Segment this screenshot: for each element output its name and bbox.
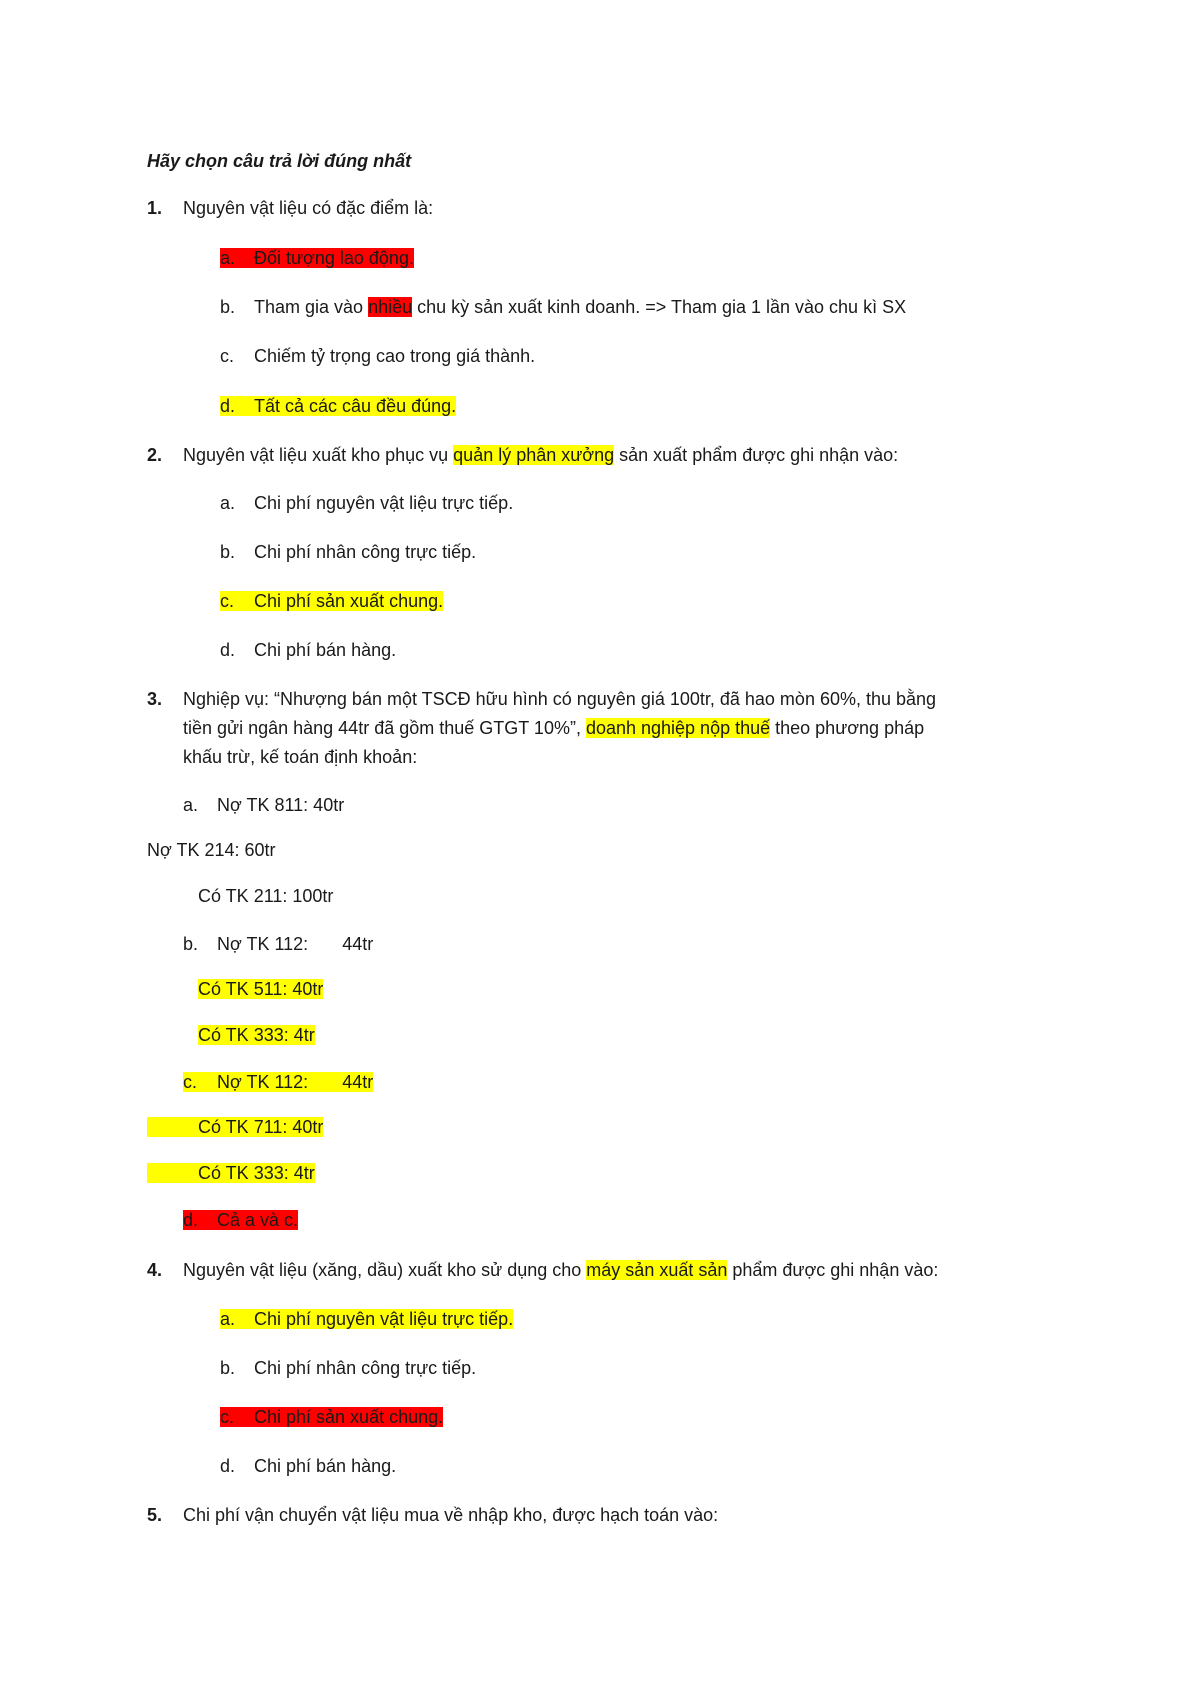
answer-highlight: Có TK 711: 40tr: [147, 1117, 323, 1137]
answer-letter: a.: [183, 795, 199, 815]
answer-text: Đối tượng lao động.: [254, 248, 414, 268]
answer-letter: d.: [183, 1210, 199, 1230]
question-text: Chi phí vận chuyển vật liệu mua về nhập kho, được hạch toán vào:: [183, 1505, 719, 1525]
answer-letter: d.: [220, 396, 236, 416]
answer-text: Chi phí sản xuất chung.: [254, 1407, 444, 1427]
question-text-post: phẩm được ghi nhận vào:: [727, 1260, 939, 1280]
answer-3c-line-2: [147, 1113, 323, 1141]
answer-amount: 44tr: [342, 934, 374, 954]
answer-highlight: Có TK 333: 4tr: [198, 1025, 315, 1045]
answer-highlight: Có TK 333: 4tr: [147, 1163, 315, 1183]
answer-2a: [220, 489, 513, 517]
answer-1c: [220, 342, 535, 370]
answer-1d: [220, 392, 456, 420]
answer-text: Chi phí nhân công trực tiếp.: [254, 1358, 477, 1378]
answer-letter: c.: [183, 1072, 198, 1092]
question-text-post: theo phương pháp: [770, 718, 925, 738]
answer-highlight: [220, 248, 414, 268]
question-number: 1.: [147, 198, 163, 218]
answer-label: Nợ TK 112:: [217, 934, 309, 954]
question-3-line-3: khấu trừ, kế toán định khoản:: [183, 747, 418, 767]
answer-text-post: chu kỳ sản xuất kinh doanh. => Tham gia 1 lần vào chu kì SX: [412, 297, 907, 317]
highlighted-word: nhiều: [368, 297, 413, 317]
answer-text-pre: Tham gia vào: [254, 297, 369, 317]
answer-letter: b.: [220, 542, 236, 562]
answer-3b-line-3: [198, 1021, 315, 1049]
highlighted-phrase: máy sản xuất sản: [586, 1260, 728, 1280]
page-title: Hãy chọn câu trả lời đúng nhất: [147, 151, 412, 171]
question-3-line-2: [183, 714, 924, 742]
question-text-post: sản xuất phẩm được ghi nhận vào:: [614, 445, 899, 465]
answer-text: Tất cả các câu đều đúng.: [254, 396, 457, 416]
answer-4a: [220, 1305, 513, 1333]
answer-highlight: [183, 1072, 373, 1092]
answer-highlight: [220, 1309, 513, 1329]
answer-text: Chi phí sản xuất chung.: [254, 591, 444, 611]
answer-3a-line-3: Có TK 211: 100tr: [198, 886, 334, 906]
highlighted-phrase: doanh nghiệp nộp thuế: [585, 718, 771, 738]
question-number: 5.: [147, 1505, 163, 1525]
answer-3c: [183, 1068, 373, 1096]
answer-3a: [183, 791, 344, 819]
answer-letter: c.: [220, 591, 235, 611]
answer-3b: [183, 930, 373, 958]
question-number: 3.: [147, 689, 163, 709]
question-text-pre: tiền gửi ngân hàng 44tr đã gồm thuế GTGT 10%”,: [183, 718, 586, 738]
answer-letter: b.: [220, 1358, 236, 1378]
answer-2c: [220, 587, 443, 615]
answer-3c-line-3: [147, 1159, 315, 1187]
answer-letter: c.: [220, 1407, 235, 1427]
answer-highlight: Có TK 511: 40tr: [198, 979, 324, 999]
answer-amount: 44tr: [342, 1072, 374, 1092]
question-text-pre: Nguyên vật liệu xuất kho phục vụ: [183, 445, 454, 465]
answer-label: Nợ TK 112:: [217, 1072, 309, 1092]
answer-text: Nợ TK 811: 40tr: [217, 795, 345, 815]
answer-letter: b.: [183, 934, 199, 954]
answer-2b: [220, 538, 476, 566]
question-text: Nguyên vật liệu có đặc điểm là:: [183, 198, 434, 218]
answer-4c: [220, 1403, 443, 1431]
answer-4b: [220, 1354, 476, 1382]
answer-text: Cả a và c.: [217, 1210, 299, 1230]
answer-letter: c.: [220, 346, 235, 366]
question-text: [183, 441, 898, 469]
question-number: 4.: [147, 1260, 163, 1280]
answer-highlight: [220, 591, 443, 611]
highlighted-phrase: quản lý phân xưởng: [453, 445, 615, 465]
answer-text: Chi phí nguyên vật liệu trực tiếp.: [254, 1309, 514, 1329]
answer-3b-line-2: [198, 975, 323, 1003]
answer-4d: [220, 1452, 396, 1480]
answer-text: Chiếm tỷ trọng cao trong giá thành.: [254, 346, 536, 366]
answer-1a: [220, 244, 414, 272]
answer-text: Chi phí nguyên vật liệu trực tiếp.: [254, 493, 514, 513]
answer-letter: a.: [220, 1309, 236, 1329]
question-text-line-1: Nghiệp vụ: “Nhượng bán một TSCĐ hữu hình có nguyên giá 100tr, đã hao mòn 60%, thu bằng: [183, 689, 937, 709]
question-text: [183, 1256, 938, 1284]
answer-letter: d.: [220, 640, 236, 660]
answer-text: Chi phí bán hàng.: [254, 640, 397, 660]
answer-letter: a.: [220, 493, 236, 513]
answer-highlight: [220, 1407, 443, 1427]
answer-1b: [220, 293, 906, 321]
answer-text: Chi phí bán hàng.: [254, 1456, 397, 1476]
answer-letter: b.: [220, 297, 236, 317]
answer-letter: a.: [220, 248, 236, 268]
answer-3d: [183, 1206, 298, 1234]
question-number: 2.: [147, 445, 163, 465]
answer-text: Chi phí nhân công trực tiếp.: [254, 542, 477, 562]
answer-highlight: [183, 1210, 298, 1230]
answer-letter: d.: [220, 1456, 236, 1476]
answer-highlight: [220, 396, 456, 416]
answer-3a-line-2: Nợ TK 214: 60tr: [147, 840, 276, 860]
question-text-pre: Nguyên vật liệu (xăng, dầu) xuất kho sử dụng cho: [183, 1260, 587, 1280]
answer-2d: [220, 636, 396, 664]
